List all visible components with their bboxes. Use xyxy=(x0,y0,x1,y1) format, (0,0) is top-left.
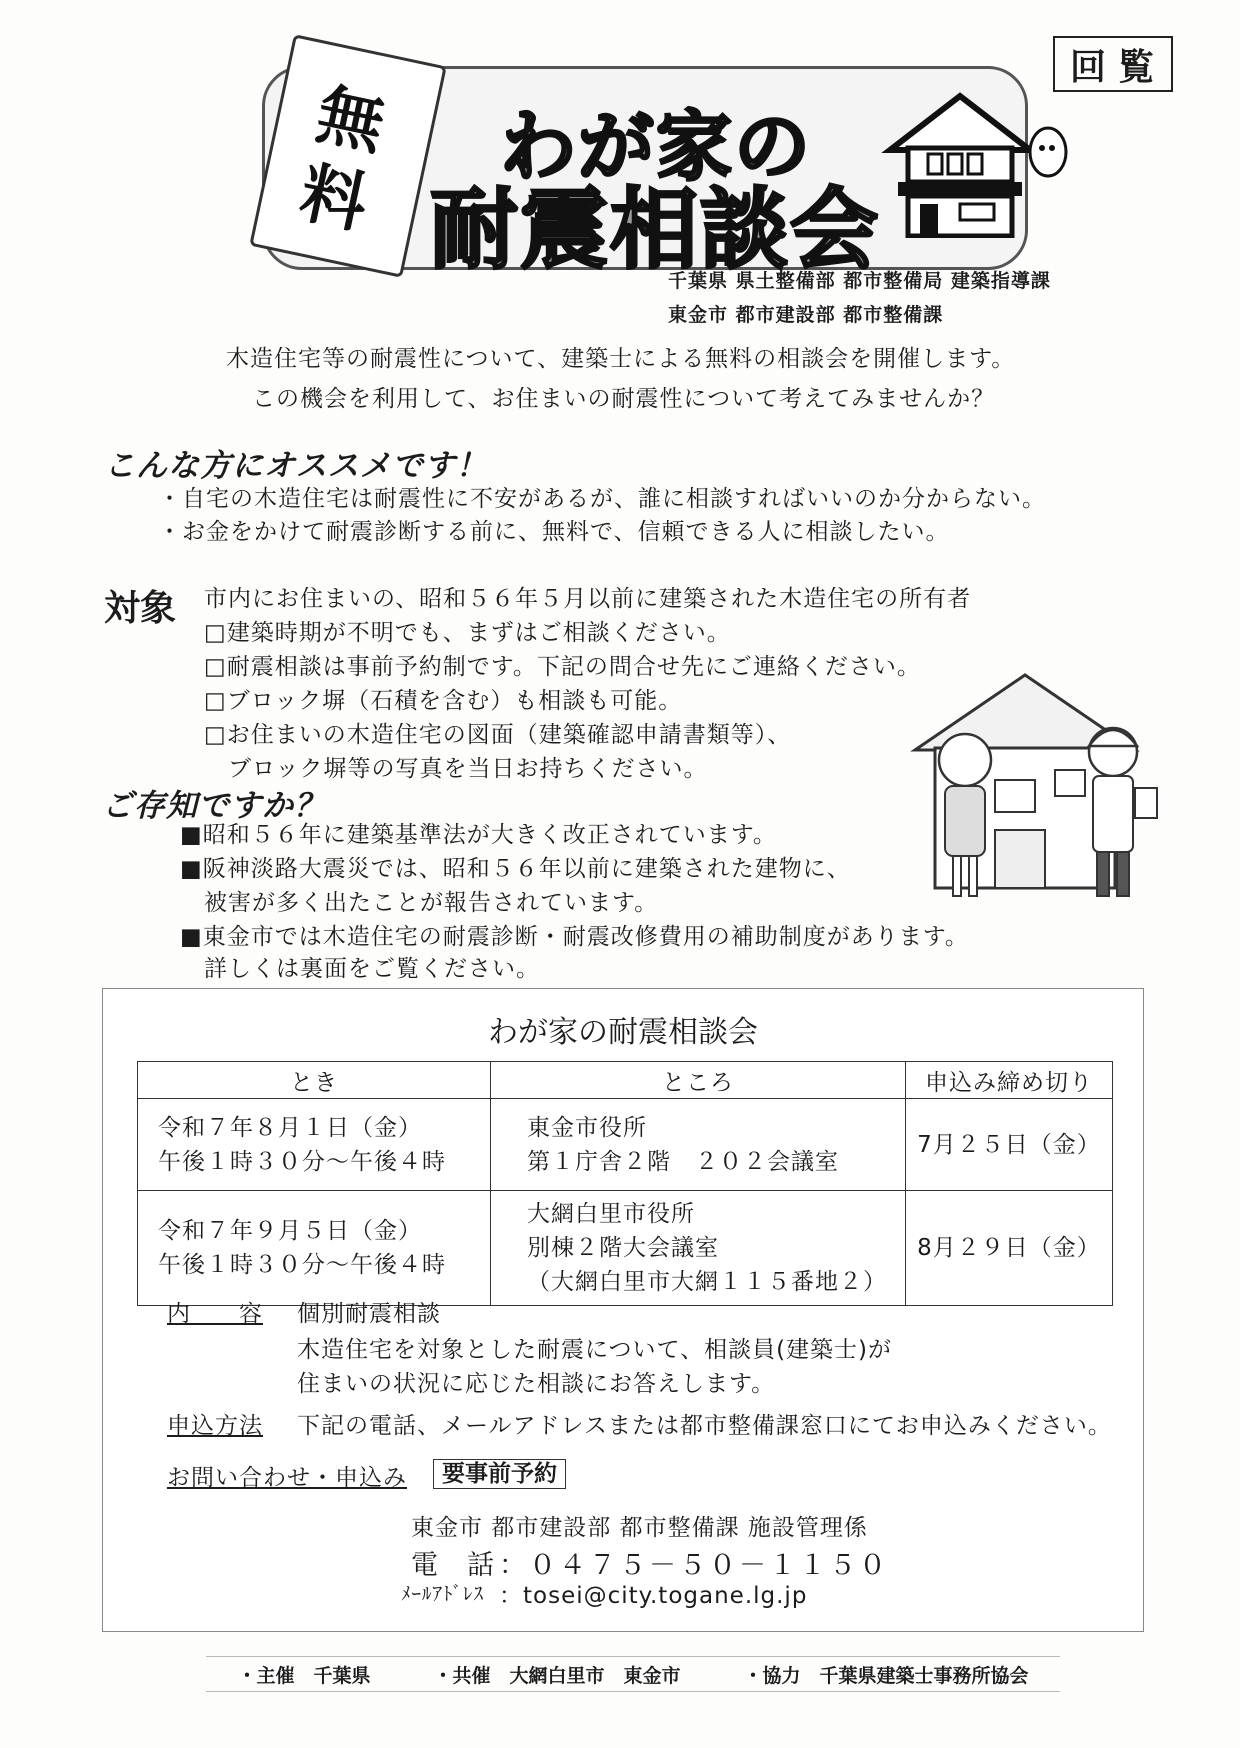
when-cell xyxy=(138,1099,491,1191)
footer-cohost: ・共催 大網白里市 東金市 xyxy=(433,1664,681,1687)
know-item: ■昭和５６年に建築基準法が大きく改正されています。 xyxy=(180,822,777,848)
where-line: 大網白里市役所 xyxy=(527,1201,695,1227)
where-line: 第１庁舎２階 ２０２会議室 xyxy=(527,1148,839,1175)
where-line: （大網白里市大網１１５番地２） xyxy=(527,1269,887,1295)
target-item: □お住まいの木造住宅の図面（建築確認申請書類等）、 xyxy=(204,722,792,748)
column-header-deadline: 申込み締め切り xyxy=(906,1062,1113,1099)
know-heading: ご存知ですか？ xyxy=(102,788,326,824)
where-line: 別棟２階大会議室 xyxy=(527,1235,719,1261)
table-row xyxy=(138,1099,1113,1191)
where-line: 東金市役所 xyxy=(527,1114,647,1141)
contact-office: 東金市 都市建設部 都市整備課 施設管理係 xyxy=(411,1515,868,1541)
when-cell xyxy=(138,1191,491,1306)
target-item: □耐震相談は事前予約制です。下記の問合せ先にご連絡ください。 xyxy=(204,654,921,680)
know-item: 詳しくは裏面をご覧ください。 xyxy=(180,956,540,982)
circulation-stamp: 回覧 xyxy=(1053,36,1173,92)
house-icon xyxy=(880,88,1070,238)
contact-phone-label: 電 話 xyxy=(411,1550,495,1581)
recommend-item: ・お金をかけて耐震診断する前に、無料で、信頼できる人に相談したい。 xyxy=(158,519,950,545)
reservation-badge: 要事前予約 xyxy=(433,1459,566,1489)
target-item: ブロック塀等の写真を当日お持ちください。 xyxy=(204,756,708,782)
deadline-cell: 7月２５日（金） xyxy=(906,1099,1113,1191)
free-badge-text: 無料 xyxy=(293,75,391,244)
contact-label: お問い合わせ・申込み xyxy=(167,1465,407,1491)
target-lead: 市内にお住まいの、昭和５６年５月以前に建築された木造住宅の所有者 xyxy=(204,586,972,612)
footer-cooperation: ・協力 千葉県建築士事務所協会 xyxy=(743,1664,1029,1687)
contact-mail[interactable]: ：tosei@city.togane.lg.jp xyxy=(499,1583,808,1609)
when-date: 令和７年９月５日（金） xyxy=(158,1218,422,1244)
know-item: ■東金市では木造住宅の耐震診断・耐震改修費用の補助制度があります。 xyxy=(180,924,969,950)
content-title: 個別耐震相談 xyxy=(297,1301,441,1327)
schedule-title: わが家の耐震相談会 xyxy=(488,1015,758,1050)
intro-line-1: 木造住宅等の耐震性について、建築士による無料の相談会を開催します。 xyxy=(226,346,1016,372)
know-item: ■阪神淡路大震災では、昭和５６年以前に建築された建物に、 xyxy=(180,856,851,882)
content-line: 木造住宅を対象とした耐震について、相談員(建築士)が xyxy=(297,1337,893,1363)
know-item: 被害が多く出たことが報告されています。 xyxy=(180,890,659,916)
table-header-row xyxy=(138,1062,1113,1099)
footer-host: ・主催 千葉県 xyxy=(237,1664,371,1687)
content-label: 内 容 xyxy=(167,1301,263,1327)
table-row xyxy=(138,1191,1113,1306)
column-header-when: とき xyxy=(138,1062,491,1099)
column-header-where: ところ xyxy=(491,1062,906,1099)
deadline-cell: 8月２９日（金） xyxy=(906,1191,1113,1306)
when-time: 午後１時３０分～午後４時 xyxy=(158,1252,446,1278)
recommend-heading: こんな方にオススメです！ xyxy=(104,448,488,484)
recommend-item: ・自宅の木造住宅は耐震性に不安があるが、誰に相談すればいいのか分からない。 xyxy=(158,486,1046,512)
reservation-badge-wrap xyxy=(433,1455,566,1488)
footer-bar xyxy=(206,1656,1060,1692)
content-line: 住まいの状況に応じた相談にお答えします。 xyxy=(297,1371,776,1397)
target-item: □建築時期が不明でも、まずはご相談ください。 xyxy=(204,620,731,646)
when-date: 令和７年８月１日（金） xyxy=(158,1114,422,1141)
apply-text: 下記の電話、メールアドレスまたは都市整備課窓口にてお申込みください。 xyxy=(297,1413,1112,1439)
where-cell xyxy=(491,1099,906,1191)
target-heading: 対象 xyxy=(104,588,177,629)
when-time: 午後１時３０分～午後４時 xyxy=(158,1148,446,1175)
contact-mail-label: ﾒｰﾙｱﾄﾞﾚｽ xyxy=(401,1583,485,1605)
title-line-2: 耐震相談会 xyxy=(430,178,881,281)
intro-line-2: この機会を利用して、お住まいの耐震性について考えてみませんか？ xyxy=(252,386,996,412)
title-line-1: わが家の xyxy=(500,102,812,191)
contact-phone[interactable]: ：０４７５－５０－１１５０ xyxy=(499,1550,889,1581)
consultation-info-box xyxy=(102,988,1144,1632)
apply-label: 申込方法 xyxy=(167,1413,263,1439)
where-cell xyxy=(491,1191,906,1306)
organizer-line-2: 東金市 都市建設部 都市整備課 xyxy=(668,304,944,326)
organizer-line-1: 千葉県 県土整備部 都市整備局 建築指導課 xyxy=(668,270,1051,292)
schedule-table xyxy=(137,1061,1113,1306)
house-consultation-illustration xyxy=(905,670,1165,910)
target-item: □ブロック塀（石積を含む）も相談も可能。 xyxy=(204,688,683,714)
